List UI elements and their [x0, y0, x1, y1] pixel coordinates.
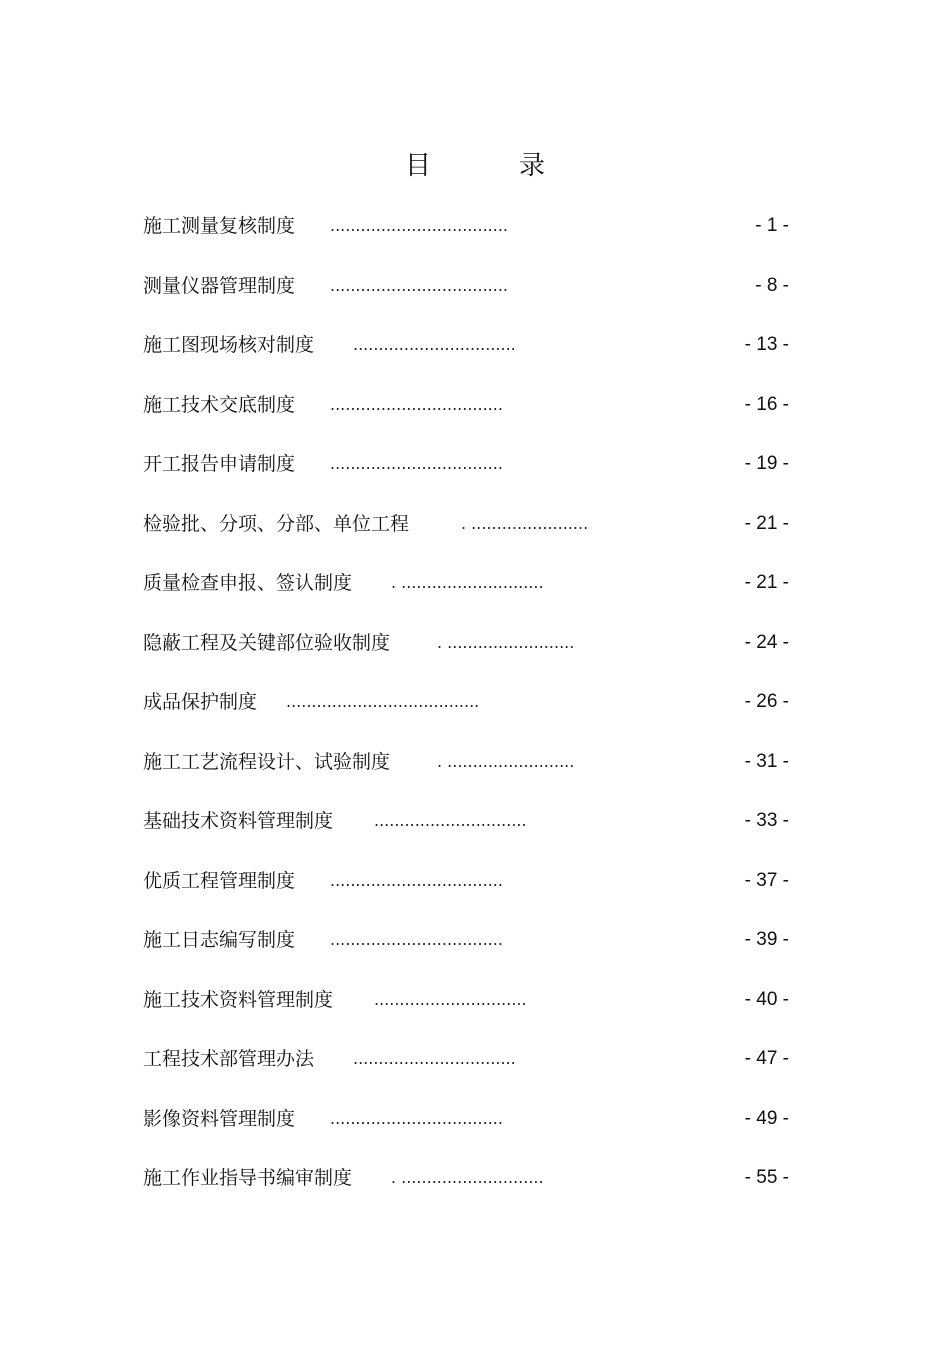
- toc-entry[interactable]: [143, 922, 789, 982]
- toc-entry-page: - 1 -: [755, 215, 789, 236]
- toc-entry-page: - 33 -: [744, 810, 789, 831]
- toc-entry-label: 质量检查申报、签认制度: [143, 572, 353, 594]
- toc-entry-page: - 8 -: [755, 274, 789, 296]
- toc-entry-leader: ......................................: [286, 692, 480, 711]
- title-char-left: 目: [404, 151, 431, 181]
- toc-entry-page: - 13 -: [744, 334, 789, 355]
- toc-entry[interactable]: [143, 446, 789, 506]
- toc-entry-page: - 19 -: [744, 453, 789, 474]
- toc-entry-label: 测量仪器管理制度: [143, 274, 296, 297]
- toc-entry-page: - 24 -: [744, 631, 789, 653]
- toc-entry-label: 施工技术资料管理制度: [143, 988, 334, 1011]
- toc-entry-label: 施工测量复核制度: [143, 215, 296, 237]
- toc-entry-label: 基础技术资料管理制度: [143, 810, 334, 832]
- toc-entry-leader: . ............................: [391, 573, 544, 592]
- toc-entry-leader: ..............................: [374, 811, 527, 830]
- toc-entry-page: - 49 -: [744, 1107, 789, 1129]
- toc-entry-page: - 37 -: [744, 869, 789, 891]
- toc-entry-label: 优质工程管理制度: [143, 869, 296, 892]
- toc-entry-leader: ..................................: [330, 930, 503, 949]
- toc-entry[interactable]: [143, 625, 789, 685]
- toc-entry-label: 施工技术交底制度: [143, 393, 296, 416]
- toc-entry-page: - 21 -: [744, 512, 789, 534]
- toc-entry-page: - 26 -: [744, 691, 789, 712]
- toc-entry-page: - 21 -: [744, 572, 789, 593]
- toc-entry-label: 影像资料管理制度: [143, 1107, 296, 1130]
- toc-entry-page: - 55 -: [744, 1167, 789, 1188]
- toc-entry-label: 施工作业指导书编审制度: [143, 1167, 353, 1189]
- toc-entry-leader: ...................................: [330, 216, 509, 235]
- toc-entry-page: - 40 -: [744, 988, 789, 1010]
- toc-entry-page: - 47 -: [744, 1048, 789, 1069]
- toc-entry[interactable]: [143, 208, 789, 268]
- toc-entry[interactable]: [143, 565, 789, 625]
- toc-entry[interactable]: [143, 744, 789, 804]
- toc-entry[interactable]: [143, 863, 789, 923]
- toc-entry-label: 施工日志编写制度: [143, 929, 296, 951]
- toc-entry-label: 施工工艺流程设计、试验制度: [143, 750, 391, 773]
- toc-entry[interactable]: [143, 268, 789, 328]
- toc-entry-leader: . .........................: [437, 751, 575, 771]
- toc-entry-label: 工程技术部管理办法: [143, 1048, 315, 1070]
- toc-entry-leader: ..................................: [330, 1108, 503, 1128]
- toc-entry-label: 成品保护制度: [143, 691, 258, 713]
- page-title: [0, 148, 950, 184]
- toc-entry[interactable]: [143, 1160, 789, 1220]
- toc-entry-label: 检验批、分项、分部、单位工程: [143, 512, 410, 535]
- toc-entry-leader: ...................................: [330, 275, 509, 295]
- toc-entry[interactable]: [143, 684, 789, 744]
- table-of-contents: [143, 208, 789, 1220]
- toc-entry[interactable]: [143, 982, 789, 1042]
- toc-entry-label: 开工报告申请制度: [143, 453, 296, 475]
- toc-entry-leader: ..................................: [330, 454, 503, 473]
- toc-entry[interactable]: [143, 1041, 789, 1101]
- toc-entry-leader: ..................................: [330, 870, 503, 890]
- toc-entry-leader: ..................................: [330, 394, 503, 414]
- toc-entry[interactable]: [143, 387, 789, 447]
- toc-entry-leader: ................................: [353, 1049, 516, 1068]
- toc-entry-leader: . .......................: [461, 513, 589, 533]
- toc-entry-label: 隐蔽工程及关键部位验收制度: [143, 631, 391, 654]
- title-char-right: 录: [519, 151, 546, 181]
- toc-entry[interactable]: [143, 803, 789, 863]
- toc-entry-leader: . ............................: [391, 1168, 544, 1187]
- toc-entry-page: - 31 -: [744, 750, 789, 772]
- toc-entry-page: - 16 -: [744, 393, 789, 415]
- toc-entry-leader: ..............................: [374, 989, 527, 1009]
- toc-entry-leader: . .........................: [437, 632, 575, 652]
- toc-entry[interactable]: [143, 327, 789, 387]
- toc-entry[interactable]: [143, 1101, 789, 1161]
- toc-entry-page: - 39 -: [744, 929, 789, 950]
- toc-entry-label: 施工图现场核对制度: [143, 334, 315, 356]
- toc-entry[interactable]: [143, 506, 789, 566]
- toc-entry-leader: ................................: [353, 335, 516, 354]
